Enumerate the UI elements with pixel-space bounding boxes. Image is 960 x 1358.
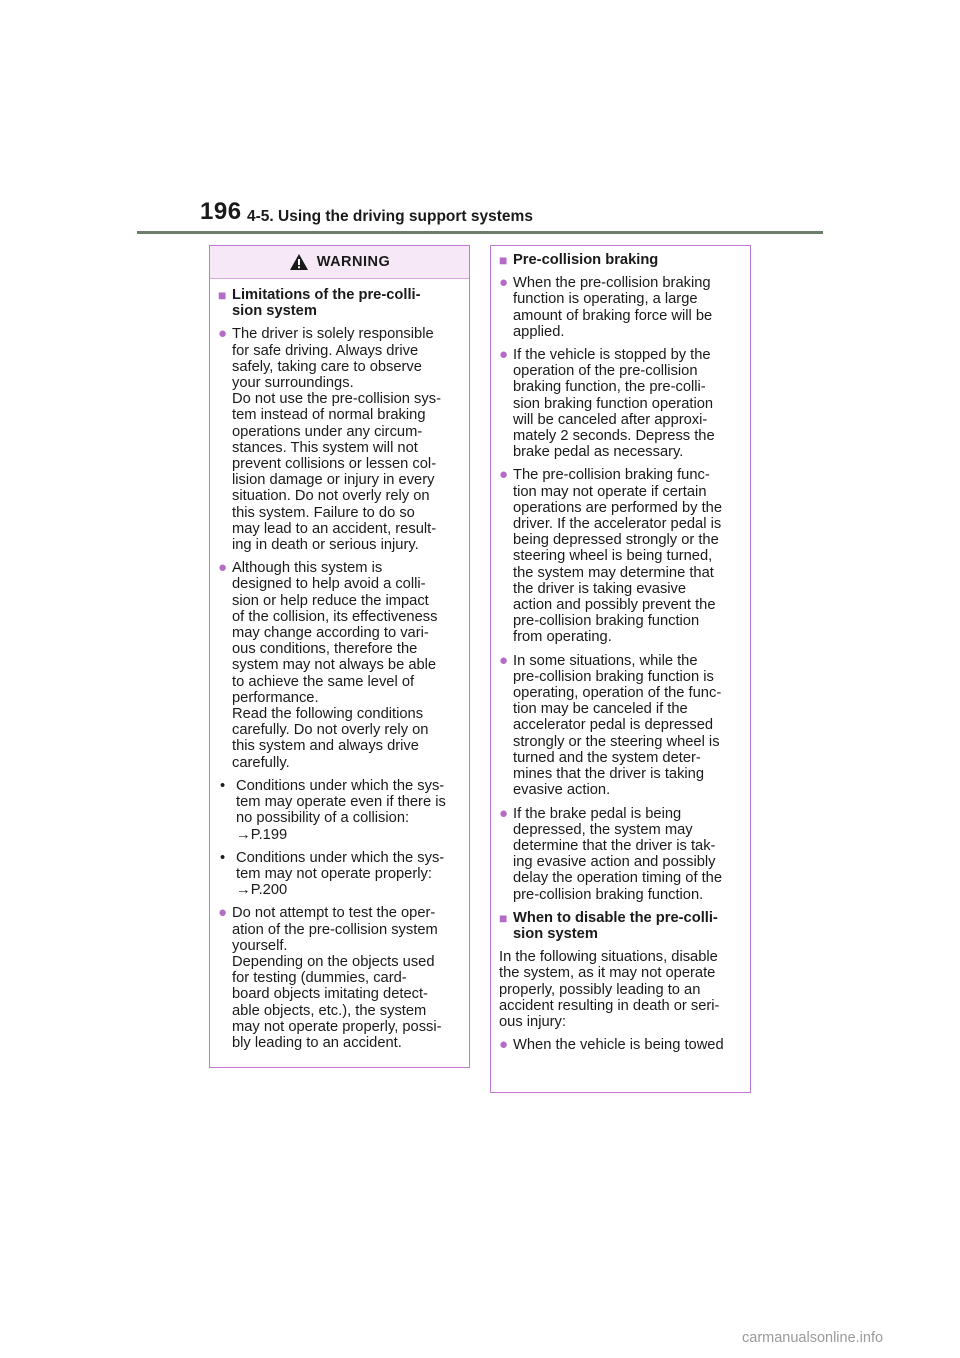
page-reference-link[interactable]: →P.200	[236, 882, 288, 899]
round-bullet-icon: ●	[499, 1036, 509, 1054]
warning-item-text: Although this system is designed to help avoid a colli- sion or help reduce the impact of the collision, its effectiveness may change according to vari- ous conditions, therefore the system may not always be able to achieve the same level of performance. Read the following conditions carefully. Do not overly rely on this system and always drive carefully.	[232, 560, 438, 771]
braking-item-force	[499, 275, 740, 340]
round-bullet-icon: ●	[499, 274, 509, 292]
square-bullet-icon: ■	[499, 909, 508, 926]
warning-subitem-text: Conditions under which the sys- tem may not operate properly: →P.200	[236, 849, 445, 899]
watermark: carmanualsonline.info	[742, 1330, 884, 1346]
heading-text: Pre-collision braking	[513, 252, 659, 268]
warning-item-text: The driver is solely responsible for safe driving. Always drive safely, taking care to observe your surroundings. Do not use the pre-collision sys- tem instead of normal braking operations under any circum- stances. This system will not prevent collisions or lessen col- lision damage or injury in every situation. Do not overly rely on this system. Failure to do so may lead to an accident, result- ing in death or serious injury.	[232, 326, 441, 554]
braking-item-text: In some situations, while the pre-collision braking function is operating, operation of the func- tion may be canceled if the accelerator pedal is depressed strongly or the steering wheel is turned and the system deter- mines that the driver is taking evasive action.	[513, 652, 722, 799]
warning-item-text: Do not attempt to test the oper- ation of the pre-collision system yourself. Depending on the objects used for testing (dummies, card- board objects imitating detect- able objects, etc.), the system may not operate properly, possi- bly leading to an accident.	[232, 905, 442, 1051]
warning-item-effectiveness	[218, 560, 459, 771]
round-bullet-icon: ●	[499, 346, 509, 364]
warning-triangle-icon	[289, 253, 309, 271]
warning-header	[210, 246, 469, 279]
warning-heading-text: Limitations of the pre-colli- sion system	[232, 287, 421, 320]
pre-collision-braking-box	[490, 245, 751, 1093]
header-rule	[137, 231, 823, 234]
disable-item-towed	[499, 1037, 740, 1053]
section-title: 4-5. Using the driving support systems	[247, 208, 533, 225]
round-bullet-icon: ●	[218, 559, 228, 577]
braking-item-not-operate	[499, 467, 740, 645]
braking-item-text: The pre-collision braking func- tion may not operate if certain operations are performed by the driver. If the accelerator pedal is being depressed strongly or the steering wheel is being turned, the system may determine that the driver is taking evasive action and possibly prevent the pre-collision braking function from operating.	[513, 467, 723, 646]
braking-item-text: If the brake pedal is being depressed, the system may determine that the driver is tak- ing evasive action and possibly delay the operation timing of the pre-collision braking function.	[513, 805, 723, 903]
pre-collision-braking-heading	[499, 252, 740, 268]
braking-item-brake-pedal	[499, 806, 740, 903]
warning-box	[209, 245, 470, 1068]
page-number: 196	[200, 198, 242, 225]
round-bullet-icon: ●	[218, 325, 228, 343]
dot-bullet-icon: •	[220, 849, 226, 866]
braking-item-text: When the pre-collision braking function is operating, a large amount of braking force will be applied.	[513, 275, 713, 340]
warning-subitem-operate-no-collision	[218, 778, 459, 843]
warning-item-testing	[218, 905, 459, 1051]
disable-item-text: When the vehicle is being towed	[513, 1037, 724, 1054]
braking-item-text: If the vehicle is stopped by the operation of the pre-collision braking function, the pre-colli- sion braking function operation will be canceled after approxi- mately 2 seconds. Depress the brake pedal as necessary.	[513, 347, 715, 461]
disable-system-paragraph: In the following situations, disable the system, as it may not operate properly, possibly leading to an accident resulting in death or seri- ous injury:	[499, 949, 720, 1030]
square-bullet-icon: ■	[218, 287, 227, 303]
warning-label: WARNING	[316, 253, 391, 270]
page-reference-link[interactable]: →P.199	[236, 826, 288, 843]
round-bullet-icon: ●	[499, 466, 509, 484]
round-bullet-icon: ●	[499, 651, 509, 669]
warning-item-responsibility	[218, 326, 459, 553]
heading-text: When to disable the pre-colli- sion system	[513, 909, 718, 942]
warning-heading	[218, 287, 459, 319]
round-bullet-icon: ●	[499, 804, 509, 822]
disable-system-heading	[499, 910, 740, 942]
dot-bullet-icon: •	[220, 777, 226, 794]
braking-item-stopped	[499, 347, 740, 460]
warning-subitem-not-operate	[218, 850, 459, 899]
round-bullet-icon: ●	[218, 904, 228, 922]
braking-item-canceled	[499, 653, 740, 799]
warning-subitem-text: Conditions under which the sys- tem may operate even if there is no possibility of a collision: →P.199	[236, 777, 446, 843]
square-bullet-icon: ■	[499, 252, 508, 268]
